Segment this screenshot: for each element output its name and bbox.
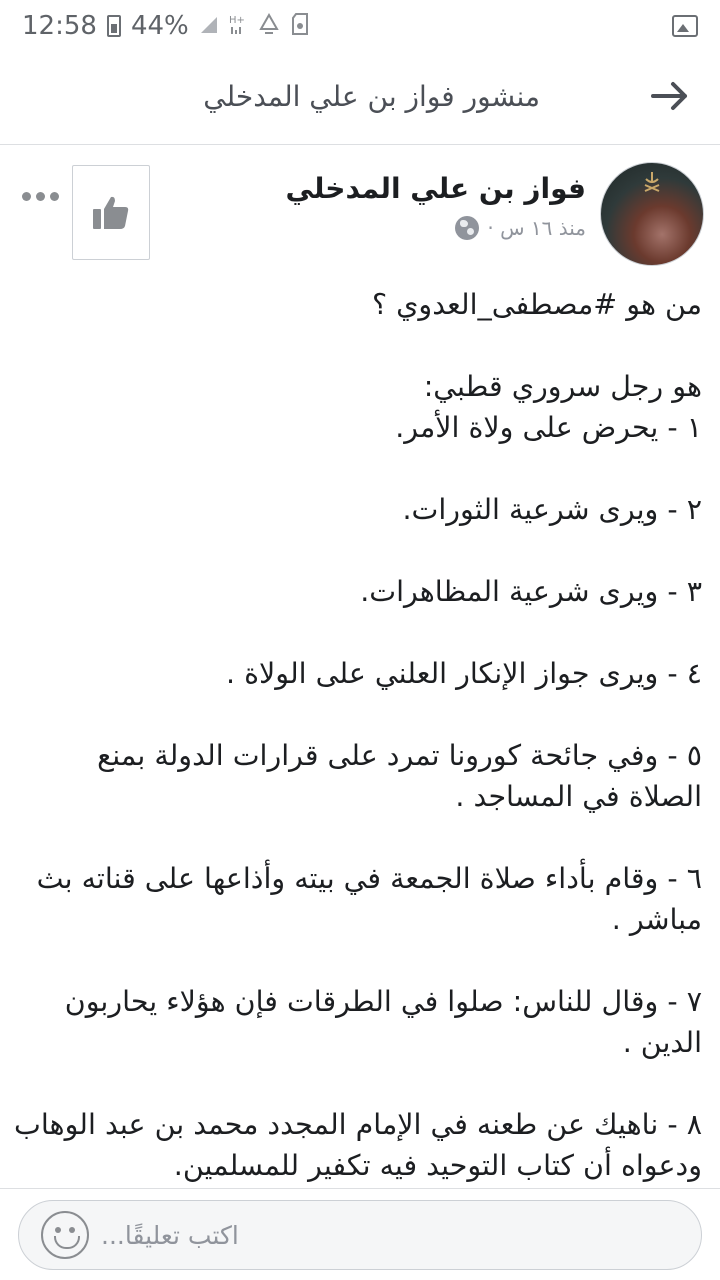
post-line: مباشر .	[611, 903, 702, 936]
post-meta	[455, 216, 586, 240]
gallery-icon	[672, 15, 698, 37]
post-line: ٧ - وقال للناس: صلوا في الطرقات فإن هؤلاء يحاربون	[64, 985, 702, 1018]
smiley-icon[interactable]	[41, 1211, 89, 1259]
status-time: 12:58	[22, 11, 97, 41]
status-bar	[0, 0, 720, 52]
post-line: ٦ - وقام بأداء صلاة الجمعة في بيته وأذاعها على قناته بث	[36, 862, 702, 895]
status-left	[22, 11, 309, 41]
post-line: ٢ - ويرى شرعية الثورات.	[402, 493, 702, 526]
avatar[interactable]	[600, 162, 704, 266]
recycle-icon	[257, 13, 281, 40]
globe-icon	[455, 216, 479, 240]
post-header	[0, 146, 720, 276]
comment-input[interactable]	[18, 1200, 702, 1270]
post-line: ودعواه أن كتاب التوحيد فيه تكفير للمسلمين.	[173, 1149, 702, 1182]
signal-icon	[199, 13, 219, 40]
battery-icon	[107, 15, 121, 37]
author-name[interactable]: فواز بن علي المدخلي	[285, 172, 586, 205]
post-line: هو رجل سروري قطبي:	[423, 370, 702, 403]
status-right	[672, 15, 698, 37]
post-line: ٣ - ويرى شرعية المظاهرات.	[360, 575, 702, 608]
comment-bar	[0, 1188, 720, 1280]
post-line: ١ - يحرض على ولاة الأمر.	[395, 411, 702, 444]
svg-text:H+: H+	[228, 14, 245, 26]
battery-percent: 44%	[130, 11, 189, 41]
post-line: الدين .	[622, 1026, 702, 1059]
post-line: ٥ - وفي جائحة كورونا تمرد على قرارات الدولة بمنع	[97, 739, 702, 772]
page-title: منشور فواز بن علي المدخلي	[203, 80, 540, 113]
post-line: الصلاة في المساجد .	[455, 780, 702, 813]
post-time[interactable]: منذ ١٦ س ·	[487, 216, 586, 240]
page-header	[0, 52, 720, 145]
like-page-button[interactable]	[72, 165, 150, 260]
post-line: ٤ - ويرى جواز الإنكار العلني على الولاة .	[225, 657, 702, 690]
post-body	[12, 284, 702, 1186]
thumbs-up-icon	[91, 194, 131, 232]
post-line: من هو #مصطفى_العدوي ؟	[371, 288, 702, 321]
comment-placeholder: اكتب تعليقًا...	[101, 1220, 239, 1250]
emblem-icon	[643, 171, 661, 193]
post-line: ٨ - ناهيك عن طعنه في الإمام المجدد محمد بن عبد الوهاب	[14, 1108, 702, 1141]
hplus-icon	[229, 13, 247, 40]
sd-card-icon	[291, 13, 309, 40]
more-options-icon[interactable]	[22, 192, 59, 201]
arrow-right-icon[interactable]	[648, 74, 692, 118]
